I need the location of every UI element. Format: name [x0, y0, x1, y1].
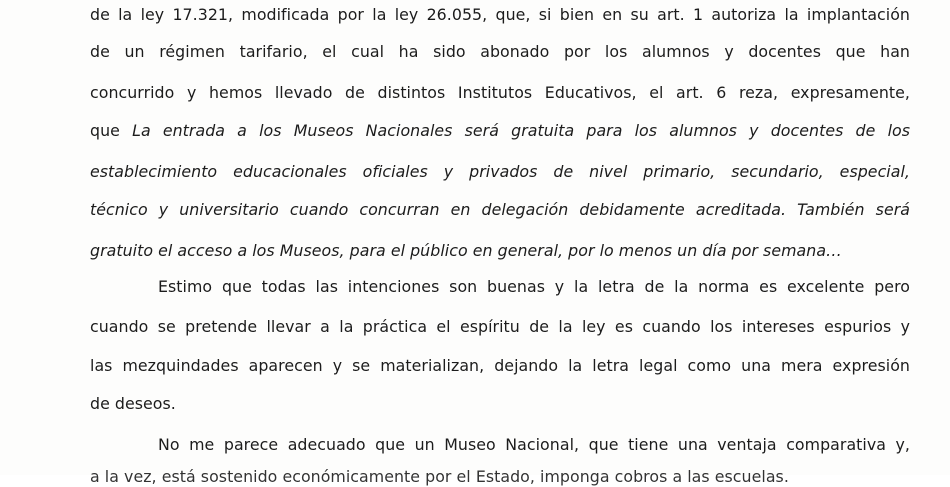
- paragraph-1-line-4-plain: que: [90, 121, 133, 140]
- paragraph-2-line-2: cuando se pretende llevar a la práctica el espíritu de la ley es cuando los intereses espurios y: [90, 317, 910, 336]
- paragraph-1-line-5: establecimiento educacionales oficiales y privados de nivel primario, secundario, especial,: [90, 162, 910, 181]
- paragraph-2-line-4: de deseos.: [90, 394, 176, 413]
- paragraph-1-line-6: técnico y universitario cuando concurran en delegación debidamente acreditada. También será: [90, 200, 910, 219]
- paragraph-1-line-1: de la ley 17.321, modificada por la ley 26.055, que, si bien en su art. 1 autoriza la implantación: [90, 5, 910, 24]
- paragraph-2-line-3: las mezquindades aparecen y se materializan, dejando la letra legal como una mera expresión: [90, 356, 910, 375]
- paragraph-1-line-4: [90, 121, 910, 141]
- paragraph-1-line-7: gratuito el acceso a los Museos, para el público en general, por lo menos un día por semana…: [90, 241, 842, 260]
- paragraph-3-line-2-partial: a la vez, está sostenido económicamente por el Estado, imponga cobros a las escuelas.: [90, 467, 789, 486]
- paragraph-2-line-1: Estimo que todas las intenciones son buenas y la letra de la norma es excelente pero: [158, 277, 910, 296]
- paragraph-1-line-3: concurrido y hemos llevado de distintos Institutos Educativos, el art. 6 reza, expresamente,: [90, 83, 910, 102]
- paragraph-1-line-2: de un régimen tarifario, el cual ha sido abonado por los alumnos y docentes que han: [90, 42, 910, 61]
- paragraph-3-line-1: No me parece adecuado que un Museo Nacional, que tiene una ventaja comparativa y,: [158, 435, 910, 454]
- paragraph-1-line-4-italic: La entrada a los Museos Nacionales será gratuita para los alumnos y docentes de los: [132, 121, 910, 140]
